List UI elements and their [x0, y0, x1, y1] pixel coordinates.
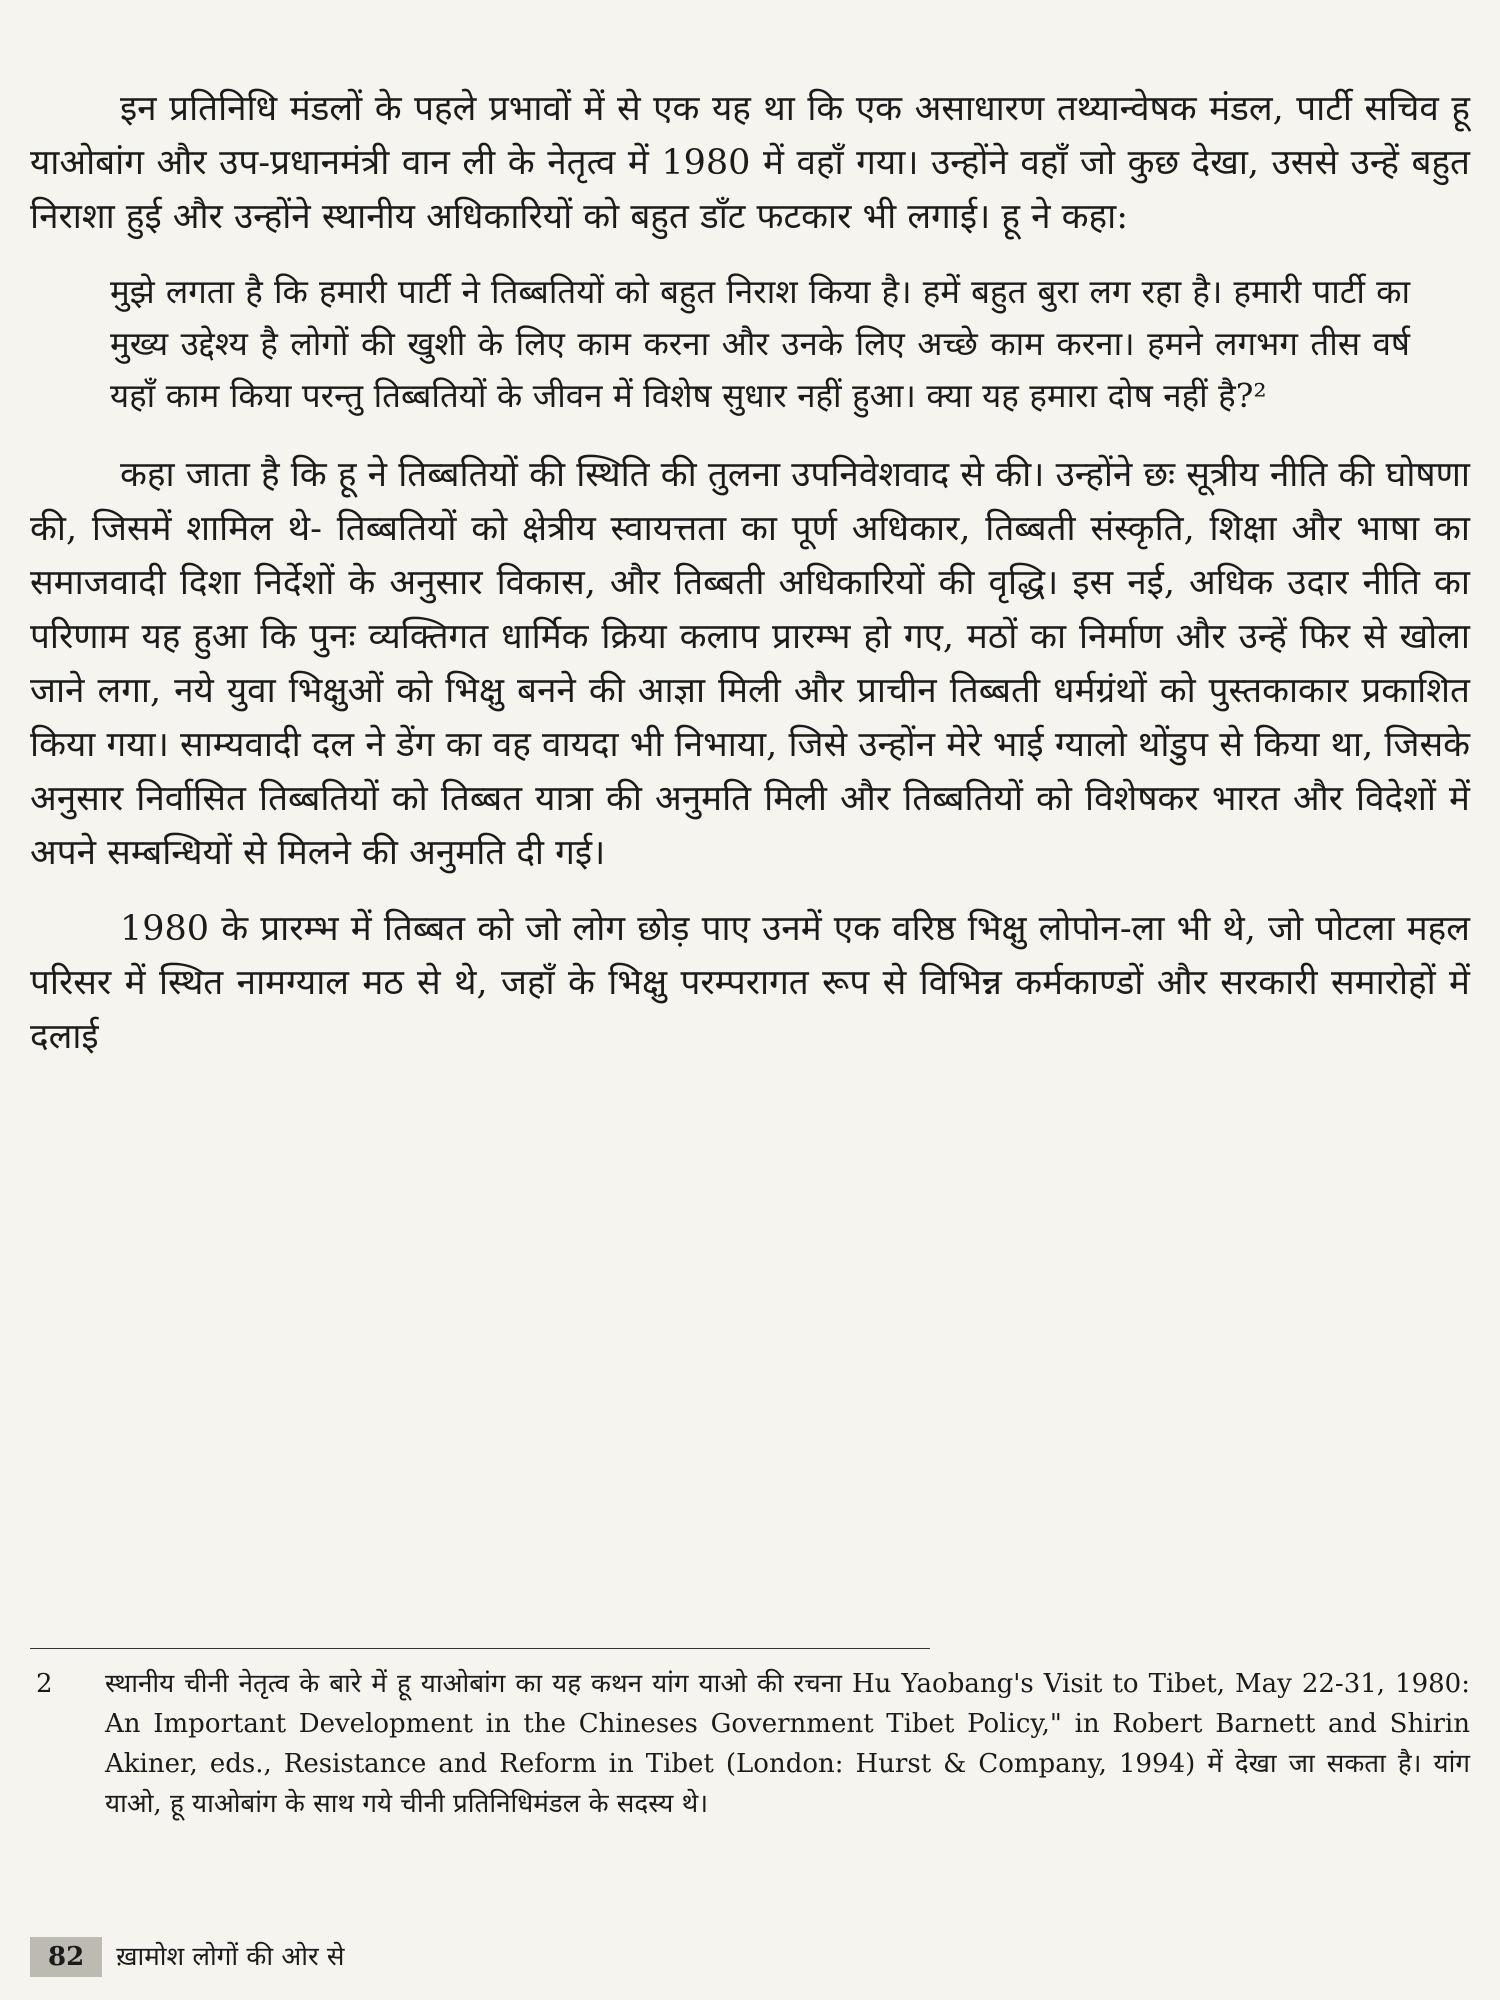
footnote-divider: [30, 1648, 930, 1649]
block-quote: मुझे लगता है कि हमारी पार्टी ने तिब्बतियों को बहुत निराश किया है। हमें बहुत बुरा लग रहा है। हमारी पार्टी का मुख्य उद्देश्य है लोगों की खुशी के लिए काम करना और उनके लिए अच्छे काम करना। हमने लगभग तीस वर्ष यहाँ काम किया परन्तु तिब्बतियों के जीवन में विशेष सुधार नहीं हुआ। क्या यह हमारा दोष नहीं है?²: [110, 272, 1410, 415]
paragraph-3: 1980 के प्रारम्भ में तिब्बत को जो लोग छोड़ पाए उनमें एक वरिष्ठ भिक्षु लोपोन-ला भी थे, जो पोटला महल परिसर में स्थित नामग्याल मठ से थे, जहाँ के भिक्षु परम्परागत रूप से विभिन्न कर्मकाण्डों और सरकारी समारोहों में दलाई: [30, 909, 1470, 1057]
body-text: [30, 82, 1470, 1086]
paragraph-1: इन प्रतिनिधि मंडलों के पहले प्रभावों में से एक यह था कि एक असाधारण तथ्यान्वेषक मंडल, पार्टी सचिव हू याओबांग और उप-प्रधानमंत्री वान ली के नेतृत्व में 1980 में वहाँ गया। उन्होंने वहाँ जो कुछ देखा, उससे उन्हें बहुत निराशा हुई और उन्होंने स्थानीय अधिकारियों को बहुत डाँट फटकार भी लगाई। हू ने कहा:: [30, 89, 1470, 237]
footnote-number: 2: [36, 1669, 53, 1699]
footnote-text: स्थानीय चीनी नेतृत्व के बारे में हू याओबांग का यह कथन यांग याओ की रचना Hu Yaobang's Visit to Tibet, May 22-31, 1980: An Important Development in the Chineses Government Tibet Policy," in Robert Barnett and Shirin Akiner, eds., Resistance and Reform in Tibet (London: Hurst & Company, 1994) में देखा जा सकता है। यांग याओ, हू याओबांग के साथ गये चीनी प्रतिनिधिमंडल के सदस्य थे।: [105, 1669, 1470, 1819]
page-footer: [30, 1937, 344, 1977]
footnote: [30, 1664, 1480, 1824]
page-number: 82: [30, 1937, 102, 1977]
paragraph-2: कहा जाता है कि हू ने तिब्बतियों की स्थिति की तुलना उपनिवेशवाद से की। उन्होंने छः सूत्रीय नीति की घोषणा की, जिसमें शामिल थे- तिब्बतियों को क्षेत्रीय स्वायत्तता का पूर्ण अधिकार, तिब्बती संस्कृति, शिक्षा और भाषा का समाजवादी दिशा निर्देशों के अनुसार विकास, और तिब्बती अधिकारियों की वृद्धि। इस नई, अधिक उदार नीति का परिणाम यह हुआ कि पुनः व्यक्तिगत धार्मिक क्रिया कलाप प्रारम्भ हो गए, मठों का निर्माण और उन्हें फिर से खोला जाने लगा, नये युवा भिक्षुओं को भिक्षु बनने की आज्ञा मिली और प्राचीन तिब्बती धर्मग्रंथों को पुस्तकाकार प्रकाशित किया गया। साम्यवादी दल ने डेंग का वह वायदा भी निभाया, जिसे उन्होंन मेरे भाई ग्यालो थोंडुप से किया था, जिसके अनुसार निर्वासित तिब्बतियों को तिब्बत यात्रा की अनुमति मिली और तिब्बतियों को विशेषकर भारत और विदेशों में अपने सम्बन्धियों से मिलने की अनुमति दी गई।: [30, 455, 1470, 873]
running-title: ख़ामोश लोगों की ओर से: [116, 1942, 345, 1972]
